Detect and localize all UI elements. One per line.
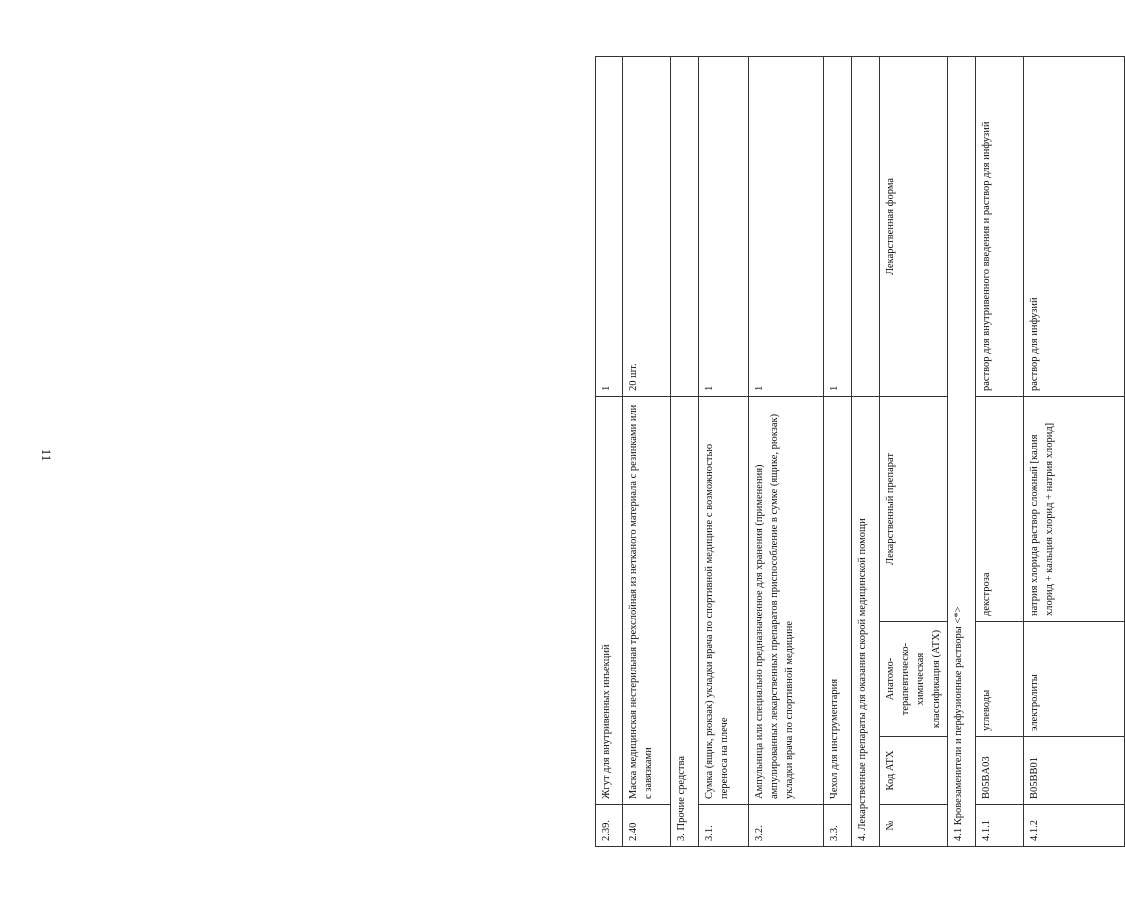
row-number: 3.1.: [699, 805, 749, 847]
row-number: 2.39.: [596, 805, 623, 847]
section-row: [852, 56, 880, 846]
dosage-form: раствор для внутривенного введения и раствор для инфузий: [975, 56, 1023, 396]
drug-name: натрия хлорида раствор сложный [калия хлорид + кальция хлорид + натрия хлорид]: [1023, 396, 1124, 621]
item-quantity: 1: [824, 56, 852, 396]
empty-cell: [852, 56, 880, 396]
item-quantity: 1: [596, 56, 623, 396]
item-name: Маска медицинская нестерильная трехслойная из нетканого материала с резинками или с завязками: [623, 396, 671, 804]
table-row: [975, 56, 1023, 846]
section-heading: 3. Прочие средства: [671, 396, 699, 846]
empty-cell: [671, 56, 699, 396]
item-name: Ампульница или специально предназначенное для хранения (применения) ампулированных лекарственных препаратов приспособление в сумке (ящике, рюкзак) укладки врача по спортивной медицине: [749, 396, 824, 804]
atc-code: B05BA03: [975, 737, 1023, 805]
dosage-form: раствор для инфузий: [1023, 56, 1124, 396]
drug-name: декстроза: [975, 396, 1023, 621]
atc-class: углеводы: [975, 622, 1023, 737]
table-row: [824, 56, 852, 846]
atc-code: B05BB01: [1023, 737, 1124, 805]
table-row: [1023, 56, 1124, 846]
row-number: 2.40: [623, 805, 671, 847]
item-quantity: 1: [749, 56, 824, 396]
row-number: 4.1.1: [975, 805, 1023, 847]
header-form: Лекарственная форма: [880, 56, 948, 396]
section-heading: 4.1 Кровезаменители и перфузионные растворы <*>: [947, 56, 975, 846]
table-row: [623, 56, 671, 846]
item-name: Сумка (ящик, рюкзак) укладки врача по спортивной медицине с возможностью переноса на плече: [699, 396, 749, 804]
section-heading: 4. Лекарственные препараты для оказания скорой медицинской помощи: [852, 396, 880, 846]
table-header-row: [880, 56, 948, 846]
row-number: 4.1.2: [1023, 805, 1124, 847]
table-row: [596, 56, 623, 846]
row-number: 3.2.: [749, 805, 824, 847]
item-name: Жгут для внутривенных инъекций: [596, 396, 623, 804]
equipment-table: [595, 56, 1125, 847]
header-atc: Анатомо-терапевтическо-химическая классификация (АТХ): [880, 622, 948, 737]
item-name: Чехол для инструментария: [824, 396, 852, 804]
section-row: [947, 56, 975, 846]
rotated-page-content: [595, 57, 1125, 847]
row-number: 3.3.: [824, 805, 852, 847]
item-quantity: 20 шт.: [623, 56, 671, 396]
atc-class: электролиты: [1023, 622, 1124, 737]
table-row: [699, 56, 749, 846]
header-number: №: [880, 805, 948, 847]
header-code: Код АТХ: [880, 737, 948, 805]
section-row: [671, 56, 699, 846]
table-row: [749, 56, 824, 846]
header-drug: Лекарственный препарат: [880, 396, 948, 621]
item-quantity: 1: [699, 56, 749, 396]
page-number: 11: [39, 448, 54, 462]
